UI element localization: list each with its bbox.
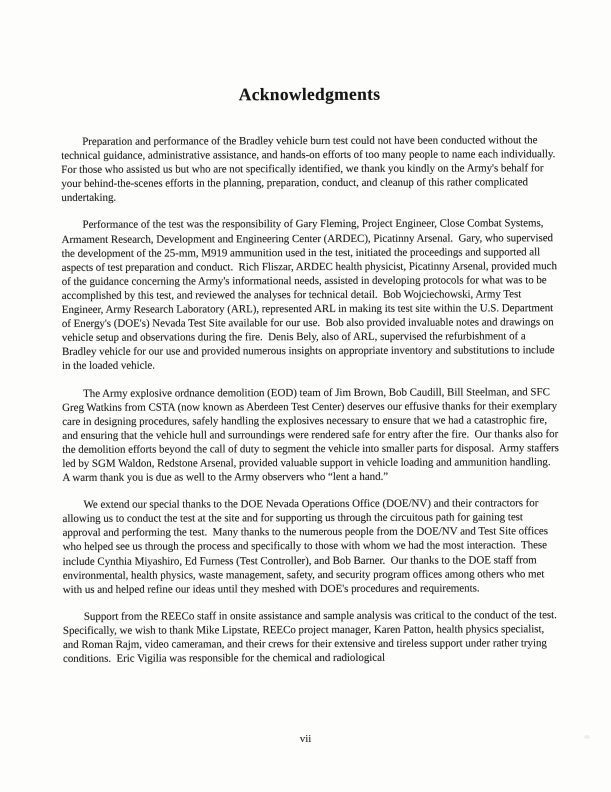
paragraph: The Army explosive ordnance demolition (EOD) team of Jim Brown, Bob Caudill, Bill Steelman, and SFC Greg Watkins from CSTA (now known as Aberdeen Test Center) deserves our effusive thanks for their exemplary care in designing procedures, safely handling the explosives necessary to ensure that we had a catastrophic fire, and ensuring that the vehicle hull and surroundings were rendered safe for entry after the fire. Our thanks also for the demolition efforts beyond the call of duty to segment the vehicle into smaller parts for disposal. Army staffers led by SGM Waldon, Redstone Arsenal, provided valuable support in vehicle loading and ammunition handling. A warm thank you is due as well to the Army observers who “lent a hand.” bbox=[62, 385, 562, 484]
page-title: Acknowledgments bbox=[238, 83, 381, 105]
paragraph: Support from the REECo staff in onsite assistance and sample analysis was critical to the conduct of the test. Specifically, we wish to thank Mike Lipstate, REECo project manager, Karen Patton, health physics specialist, and Roman Rajm, video cameraman, and their crews for their extensive and tireless support under rather trying conditions. Eric Vigilia was responsible for the chemical and radiological bbox=[62, 608, 563, 665]
scan-speck bbox=[113, 637, 122, 639]
paragraph: We extend our special thanks to the DOE Nevada Operations Office (DOE/NV) and their contractors for allowing us to conduct the test at the site and for supporting us through the circuitous path for gaining test approval and performing the test. Many thanks to the numerous people from the DOE/NV and Test Site offices who helped see us through the process and specifically to those with whom we had the most interaction. These include Cynthia Miyashiro, Ed Furness (Test Controller), and Bob Barner. Our thanks to the DOE staff from environmental, health physics, waste management, safety, and security program offices among others who met with us and helped refine our ideas until they meshed with DOE's procedures and requirements. bbox=[62, 497, 551, 596]
document-body bbox=[61, 133, 563, 666]
paragraph: Performance of the test was the responsibility of Gary Fleming, Project Engineer, Close Combat Systems, Armament Research, Development and Engineering Center (ARDEC), Picatinny Arsenal. Gary, who supervised the development of the 25-mm, M919 ammunition used in the test, initiated the proceedings and supported all aspects of test preparation and conduct. Rich Fliszar, ARDEC health physicist, Picatinny Arsenal, provided much of the guidance concerning the Army's informational needs, assisted in developing protocols for what was to be accomplished by this test, and reviewed the analyses for technical detail. Bob Wojciechowski, Army Test Engineer, Army Research Laboratory (ARL), represented ARL in making its test site within the U.S. Department of Energy's (DOE's) Nevada Test Site available for our use. Bob also provided invaluable notes and drawings on vehicle setup and observations during the fire. Denis Bely, also of ARL, supervised the refurbishment of a Bradley vehicle for our use and provided numerous insights on appropriate inventory and substitutions to include in the loaded vehicle. bbox=[61, 217, 560, 373]
page-number: vii bbox=[299, 733, 312, 745]
paragraph: Preparation and performance of the Bradley vehicle burn test could not have been conducted without the technical guidance, administrative assistance, and hands-on efforts of too many people to name each individually. For those who assisted us but who are not specifically identified, we thank you kindly on the Army's behalf for your behind-the-scenes efforts in the planning, preparation, conduct, and cleanup of this rather complicated undertaking. bbox=[61, 134, 561, 205]
page-content bbox=[61, 83, 563, 679]
scan-speck bbox=[584, 735, 590, 739]
